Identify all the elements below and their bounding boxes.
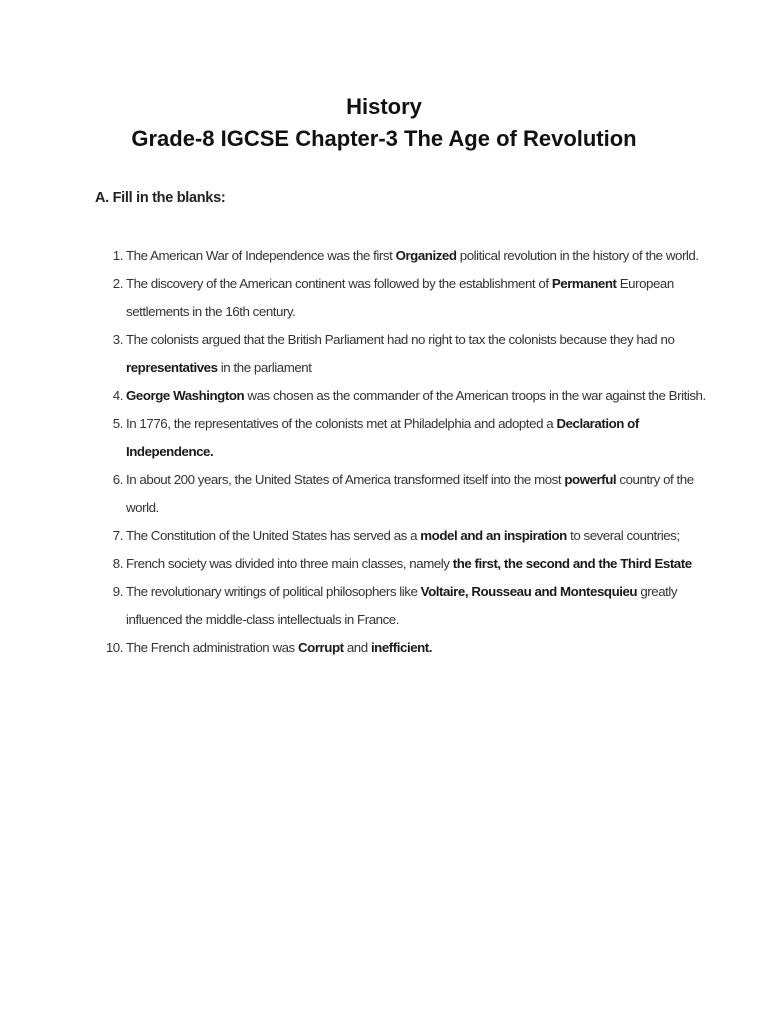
item-text: The colonists argued that the British Parliament had no right to tax the colonists because they had no <box>126 332 675 347</box>
item-text: to several countries; <box>566 528 680 543</box>
fill-in-blanks-list <box>105 242 706 662</box>
item-answer: model and an inspiration <box>420 528 567 543</box>
list-item <box>112 326 706 382</box>
item-answer: George Washington <box>126 388 245 403</box>
document-title: History <box>346 94 422 119</box>
item-text: The French administration was <box>126 640 298 655</box>
item-text: country of the world. <box>126 472 694 515</box>
list-item <box>112 550 706 578</box>
item-number: 4. <box>112 388 123 403</box>
item-number: 1. <box>112 248 123 263</box>
list-item <box>112 410 706 466</box>
item-text: in the parliament <box>217 360 312 375</box>
item-answer: inefficient. <box>370 640 433 655</box>
item-number: 3. <box>112 332 123 347</box>
list-item <box>112 382 706 410</box>
list-item <box>105 634 706 662</box>
item-text: French society was divided into three main classes, namely <box>126 556 453 571</box>
item-answer: the first, the second and the Third Estate <box>452 556 692 571</box>
item-answer: powerful <box>564 472 617 487</box>
item-text: The American War of Independence was the first <box>126 248 396 263</box>
item-text: greatly influenced the middle-class intellectuals in France. <box>126 584 678 627</box>
list-item <box>112 270 706 326</box>
item-answer: Organized <box>395 248 457 263</box>
item-text: was chosen as the commander of the American troops in the war against the British. <box>244 388 706 403</box>
item-text: The revolutionary writings of political philosophers like <box>126 584 421 599</box>
item-text: political revolution in the history of the world. <box>456 248 699 263</box>
item-answer: Corrupt <box>298 640 344 655</box>
item-text: In about 200 years, the United States of America transformed itself into the most <box>126 472 565 487</box>
list-item <box>112 242 706 270</box>
document-subtitle: Grade-8 IGCSE Chapter-3 The Age of Revolution <box>131 126 637 151</box>
item-text: The discovery of the American continent was followed by the establishment of <box>126 276 552 291</box>
item-number: 6. <box>112 472 123 487</box>
list-item <box>112 466 706 522</box>
item-number: 8. <box>112 556 123 571</box>
item-text: In 1776, the representatives of the colonists met at Philadelphia and adopted a <box>126 416 557 431</box>
item-number: 7. <box>112 528 123 543</box>
item-number: 10. <box>105 640 123 655</box>
item-answer: Voltaire, Rousseau and Montesquieu <box>420 584 638 599</box>
list-item <box>112 522 706 550</box>
list-item <box>112 578 706 634</box>
section-heading: A. Fill in the blanks: <box>95 190 226 206</box>
item-answer: Permanent <box>551 276 617 291</box>
item-answer: Declaration of Independence. <box>126 416 639 459</box>
item-text: and <box>343 640 371 655</box>
item-answer: representatives <box>126 360 218 375</box>
item-number: 9. <box>112 584 123 599</box>
item-number: 5. <box>112 416 123 431</box>
item-number: 2. <box>112 276 123 291</box>
item-text: The Constitution of the United States has served as a <box>126 528 421 543</box>
item-text: European settlements in the 16th century. <box>126 276 674 319</box>
